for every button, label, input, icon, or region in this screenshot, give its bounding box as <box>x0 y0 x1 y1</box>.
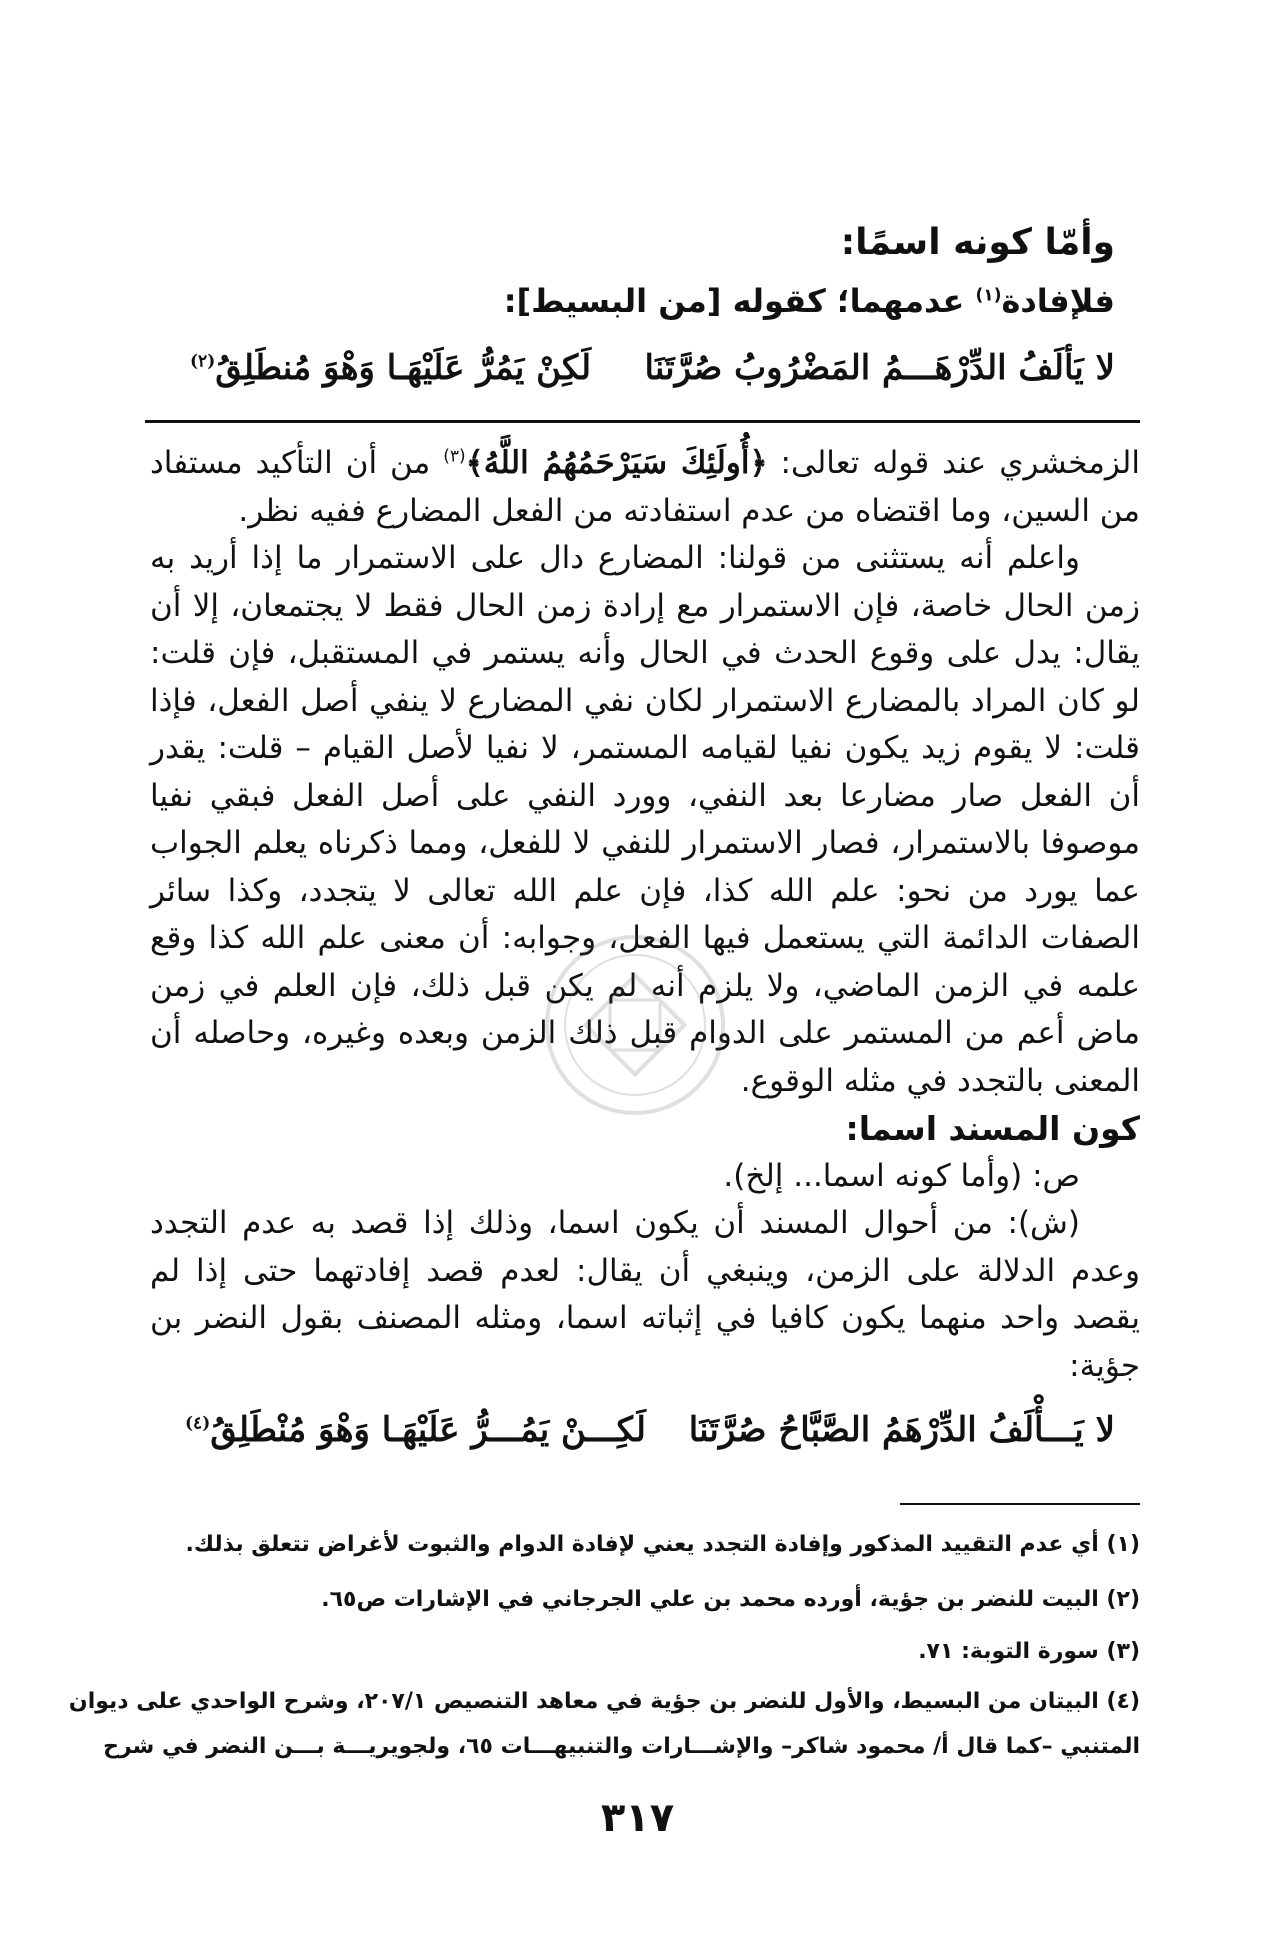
paragraph-1-before: الزمخشري عند قوله تعالى: <box>767 445 1140 481</box>
section-heading-text: وأمّا كونه اسمًا: <box>840 222 1115 263</box>
intro-after: عدمهما؛ كقوله [من البسيط]: <box>503 282 976 320</box>
footnote-4-line-2: المتنبي –كما قال أ/ محمود شاكر– والإشـــارات والتنبيهـــات ٦٥، ولجويريـــة بـــن النضر في شرح <box>103 1734 1140 1759</box>
intro-before: فلإفادة <box>1001 282 1115 320</box>
commentary-divider <box>145 420 1140 423</box>
verse-2-left-text: لَكِـــنْ يَمُـــرُّ عَلَيْهَـا وَهْوَ مُنْطَلِقُ <box>210 1410 646 1450</box>
paragraph-1-after: من أن التأكيد مستفاد من السين، وما اقتضاه من عدم استفادته من الفعل المضارع ففيه نظر. <box>150 445 1140 529</box>
intro-line <box>504 282 1115 320</box>
section-heading <box>841 222 1115 263</box>
paragraph-1 <box>150 440 1140 535</box>
paragraph-2: واعلم أنه يستثنى من قولنا: المضارع دال على الاستمرار ما إذا أريد به زمن الحال خاصة، فإن الاستمرار مع إرادة زمن الحال فقط لا يجتمعان، إلا أن يقال: يدل على وقوع الحدث في الحال وأنه يستمر في المستقبل، فإن قلت: لو كان المراد بالمضارع الاستمرار لكان نفي المضارع لا ينفي أصل الفعل، فإذا قلت: لا يقوم زيد يكون نفيا لقيامه المستمر، لا نفيا لأصل القيام – قلت: يقدر أن الفعل صار مضارعا بعد النفي، وورد النفي على أصل الفعل فبقي نفيا موصوفا بالاستمرار، فصار الاستمرار للنفي لا للفعل، ومما ذكرناه يعلم الجواب عما يورد من نحو: علم الله كذا، فإن علم الله تعالى لا يتجدد، وكذا سائر الصفات الدائمة التي يستعمل فيها الفعل، وجوابه: أن معنى علم الله كذا وقع علمه في الزمن الماضي، ولا يلزم أنه لم يكن قبل ذلك، فإن العلم في زمن ماض أعم من المستمر على الدوام قبل ذلك الزمن وبعده وغيره، وحاصله أن المعنى بالتجدد في مثله الوقوع. <box>150 540 1140 1099</box>
footnote-3: (٣) سورة التوبة: ٧١. <box>918 1639 1140 1664</box>
footnote-4-line-1: (٤) البيتان من البسيط، والأول للنضر بن جؤية في معاهد التنصيص ٢٠٧/١، وشرح الواحدي على ديوان <box>68 1689 1140 1714</box>
intro-footnote-marker: (١) <box>975 285 1002 306</box>
verse-1-left-text: لَكِنْ يَمُرُّ عَلَيْهَـا وَهْوَ مُنطَلِقُ <box>215 348 592 388</box>
verse-2-left-hemistich <box>185 1410 646 1450</box>
page-number: ٣١٧ <box>600 1795 675 1841</box>
verse-1-left-hemistich <box>190 348 591 388</box>
verse-1-footnote-marker: (٢) <box>190 351 216 372</box>
paragraph-4: (ش): من أحوال المسند أن يكون اسما، وذلك إذا قصد به عدم التجدد وعدم الدلالة على الزمن، وينبغي أن يقال: لعدم قصد إفادتهما حتى إذا لم يقصد واحد منهما يكون كافيا في إثباته اسما، ومثله المصنف بقول النضر بن جؤية: <box>150 1205 1140 1384</box>
quran-footnote-marker: (٣) <box>443 446 466 467</box>
quran-quote: ﴿أُولَئِكَ سَيَرْحَمُهُمُ اللَّهُ﴾ <box>465 445 768 481</box>
verse-1-right-hemistich: لا يَألَفُ الدِّرْهَـــمُ المَضْرُوبُ صُرَّتَنَا <box>644 348 1115 388</box>
footnote-2: (٢) البيت للنضر بن جؤية، أورده محمد بن علي الجرجاني في الإشارات ص٦٥. <box>321 1587 1140 1612</box>
verse-2-footnote-marker: (٤) <box>185 1413 211 1434</box>
verse-2-right-hemistich: لا يَـــأْلَفُ الدِّرْهَمُ الصَّبَّاحُ صُرَّتَنَا <box>688 1410 1115 1450</box>
paragraph-3: ص: (وأما كونه اسما... إلخ). <box>723 1157 1080 1194</box>
footnote-separator <box>900 1503 1140 1505</box>
footnote-1: (١) أي عدم التقييد المذكور وإفادة التجدد يعني لإفادة الدوام والثبوت لأغراض تتعلق بذلك. <box>185 1532 1140 1557</box>
subsection-heading: كون المسند اسما: <box>845 1109 1140 1148</box>
commentary-body <box>150 440 1140 1390</box>
library-seal-watermark <box>540 930 730 1120</box>
